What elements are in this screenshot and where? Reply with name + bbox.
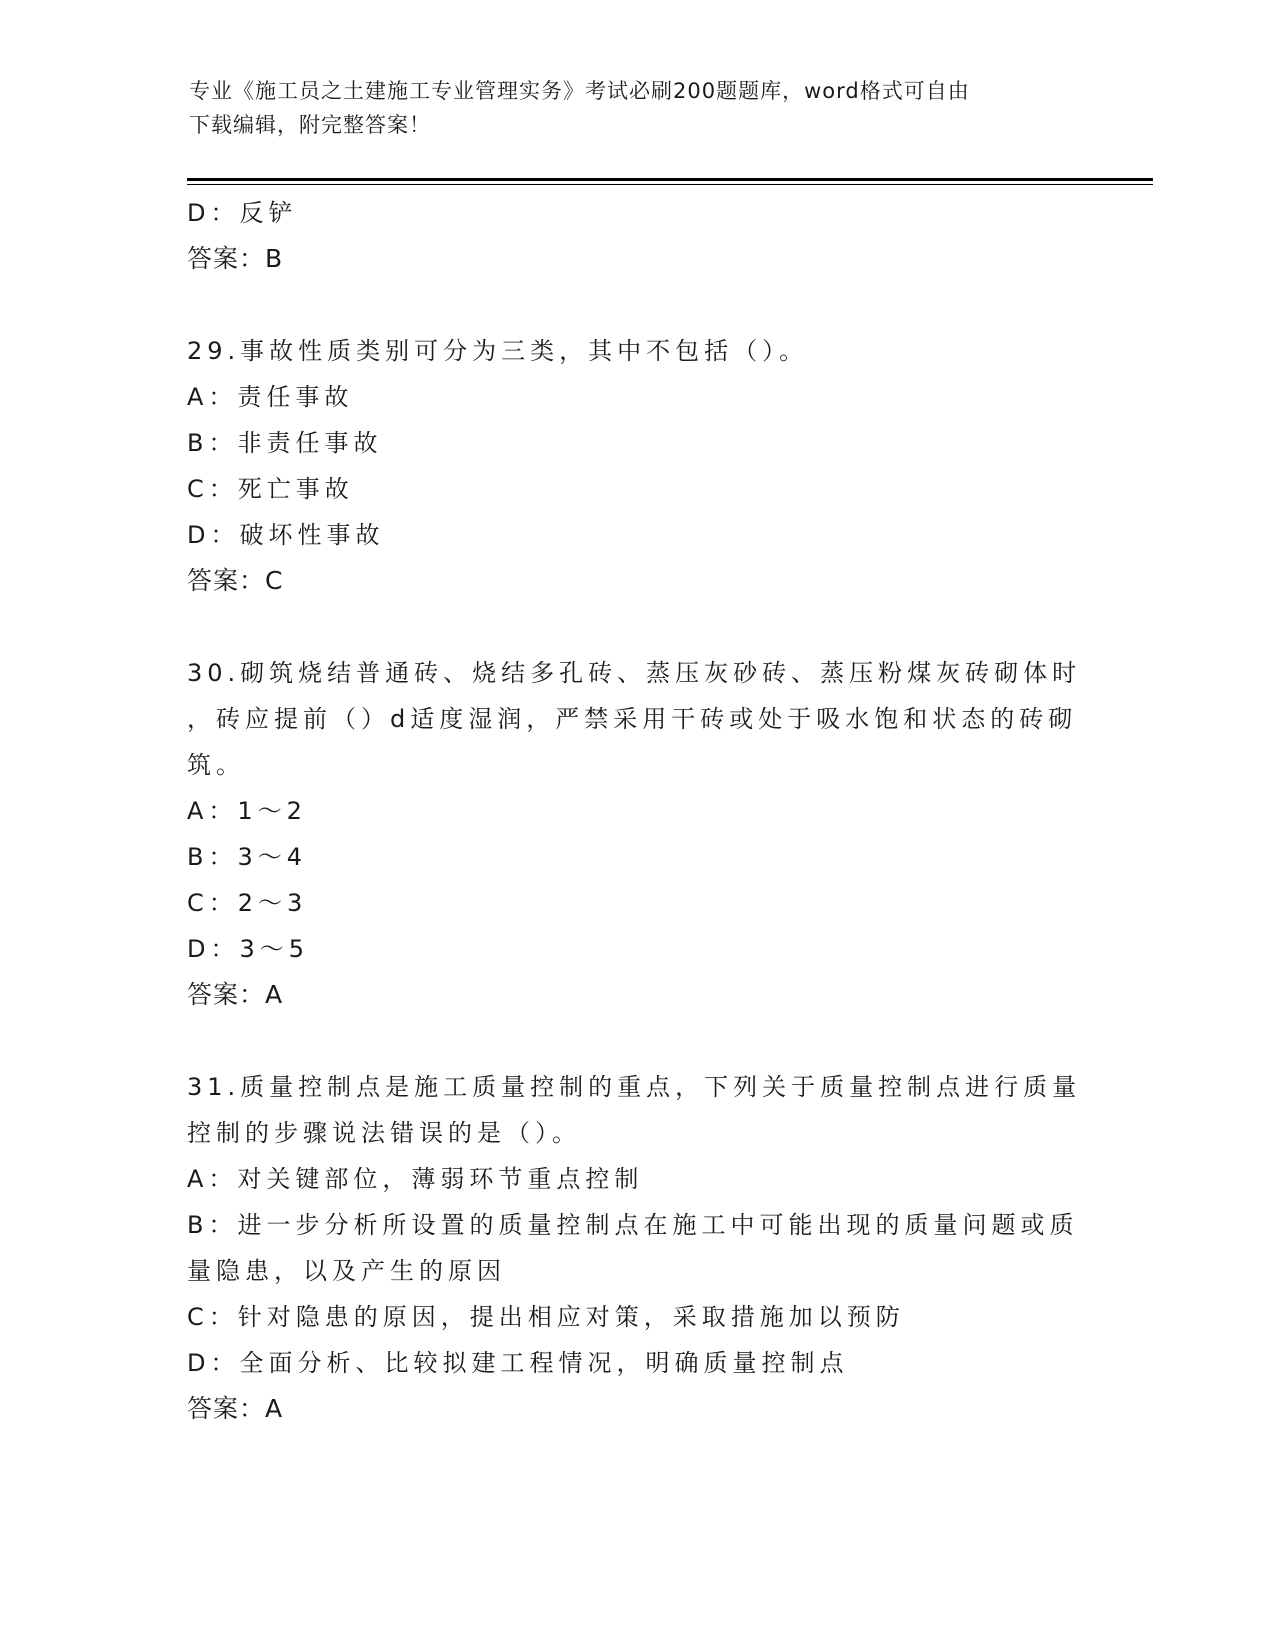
question-stem: 筑。 xyxy=(187,751,245,779)
option-c: C：2～3 xyxy=(187,889,308,917)
question-stem: ，砖应提前（）d适度湿润，严禁采用干砖或处于吸水饱和状态的砖砌 xyxy=(187,705,1078,733)
header-divider-thin xyxy=(187,184,1153,185)
question-31 xyxy=(187,1064,1087,1432)
option-b: B：非责任事故 xyxy=(187,429,383,457)
option-a: A：1～2 xyxy=(187,797,307,825)
question-30 xyxy=(187,650,1087,1018)
question-28-tail xyxy=(187,190,1087,282)
spacer xyxy=(187,1018,1087,1064)
header-divider-thick xyxy=(187,178,1153,181)
question-stem: 31.质量控制点是施工质量控制的重点，下列关于质量控制点进行质量 xyxy=(187,1073,1082,1101)
option-d: D：全面分析、比较拟建工程情况，明确质量控制点 xyxy=(187,1349,849,1377)
option-d: D：反铲 xyxy=(187,199,298,227)
answer-line: 答案：C xyxy=(187,566,284,595)
option-a: A：对关键部位，薄弱环节重点控制 xyxy=(187,1165,644,1193)
option-b: B：3～4 xyxy=(187,843,308,871)
option-c: C：死亡事故 xyxy=(187,475,354,503)
question-29 xyxy=(187,328,1087,604)
question-stem: 29.事故性质类别可分为三类，其中不包括（）。 xyxy=(187,337,809,365)
option-b: B：进一步分析所设置的质量控制点在施工中可能出现的质量问题或质 xyxy=(187,1211,1079,1239)
option-b-continued: 量隐患，以及产生的原因 xyxy=(187,1257,506,1285)
answer-line: 答案：A xyxy=(187,1394,284,1423)
answer-line: 答案：B xyxy=(187,244,284,273)
option-d: D：3～5 xyxy=(187,935,310,963)
question-stem: 控制的步骤说法错误的是（）。 xyxy=(187,1119,581,1147)
answer-line: 答案：A xyxy=(187,980,284,1009)
document-header xyxy=(189,74,1089,142)
spacer xyxy=(187,604,1087,650)
option-a: A：责任事故 xyxy=(187,383,354,411)
question-stem: 30.砌筑烧结普通砖、烧结多孔砖、蒸压灰砂砖、蒸压粉煤灰砖砌体时 xyxy=(187,659,1082,687)
question-list xyxy=(187,190,1087,1432)
header-line-2: 下载编辑，附完整答案！ xyxy=(189,113,431,137)
spacer xyxy=(187,282,1087,328)
header-line-1: 专业《施工员之土建施工专业管理实务》考试必刷200题题库，word格式可自由 xyxy=(189,79,970,103)
option-c: C：针对隐患的原因，提出相应对策，采取措施加以预防 xyxy=(187,1303,905,1331)
option-d: D：破坏性事故 xyxy=(187,521,385,549)
